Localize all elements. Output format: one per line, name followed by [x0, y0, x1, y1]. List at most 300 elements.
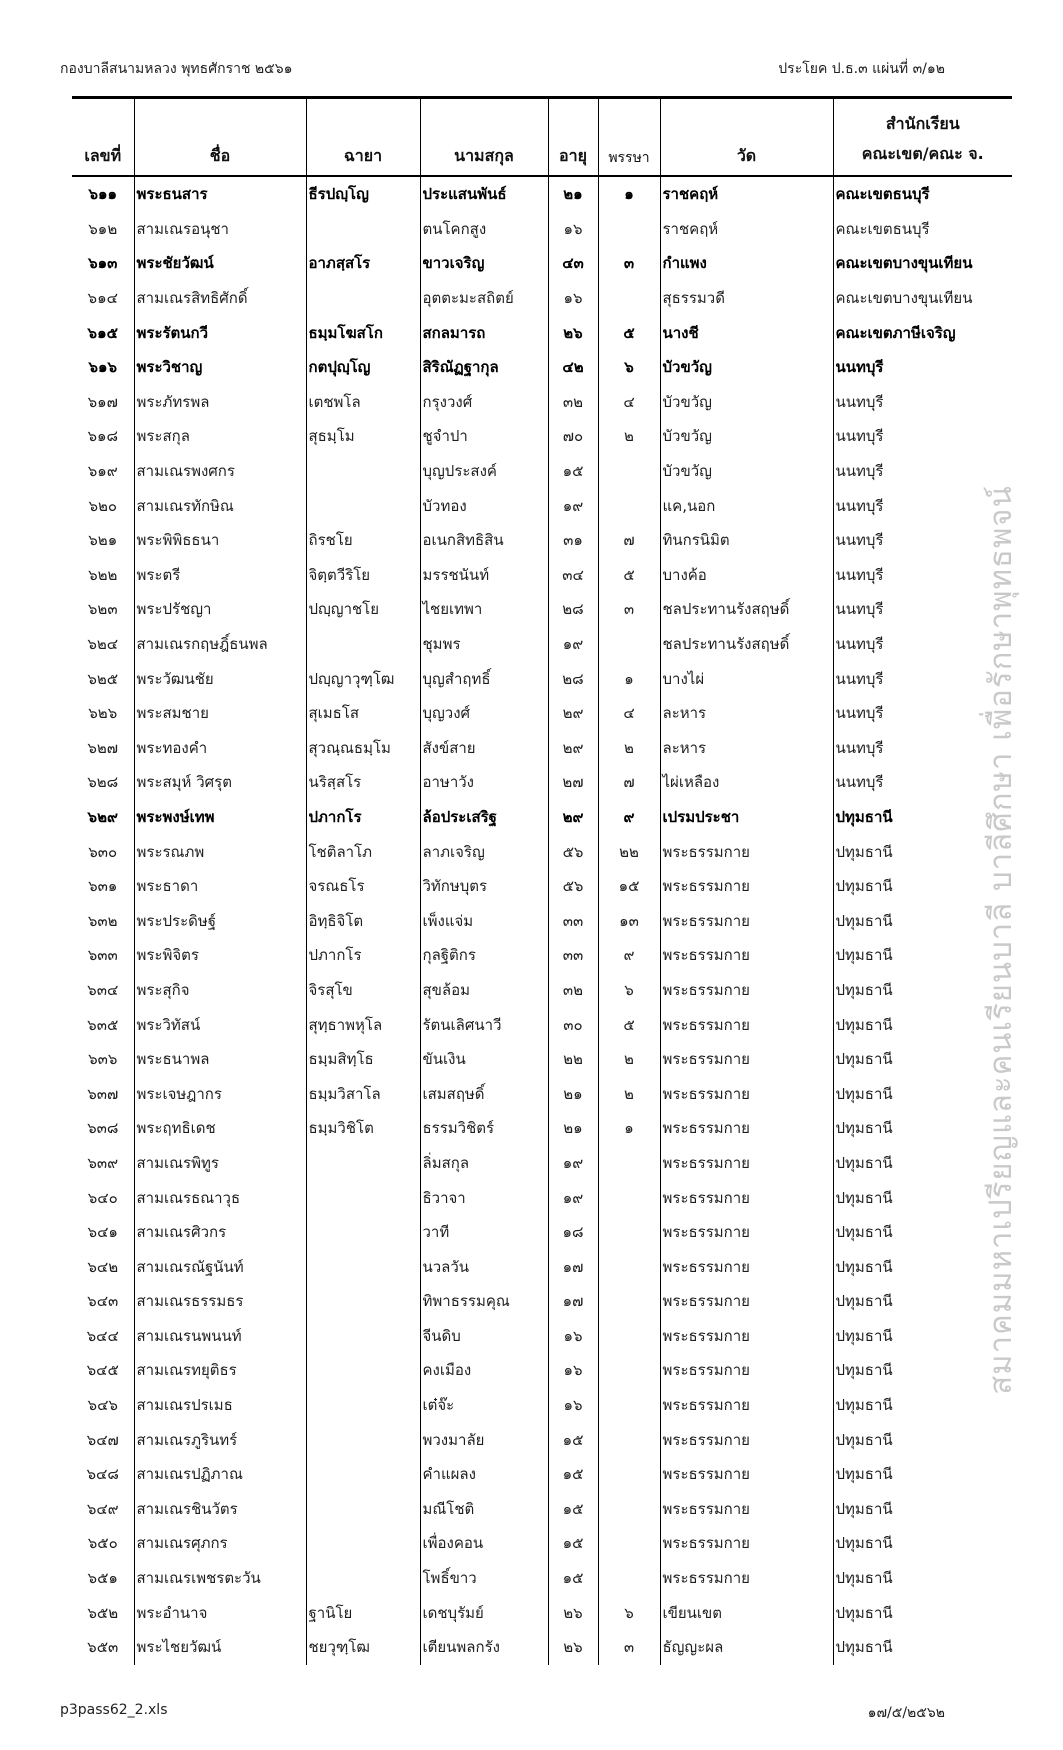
cell-no: ๖๒๖: [88, 704, 118, 723]
cell-wat: ราชคฤห์: [660, 212, 833, 247]
cell-wat: พระธรรมกาย: [660, 903, 833, 938]
table-row: [72, 1111, 1012, 1146]
cell-no: ๖๒๓: [87, 600, 118, 619]
cell-chaya: [306, 1249, 420, 1284]
cell-no: ๖๔๓: [87, 1292, 119, 1311]
cell-name: พระวิทัสน์: [134, 1007, 306, 1042]
cell-surname: เพื่องคอน: [420, 1526, 548, 1561]
cell-surname: เสมสฤษดิ์: [420, 1076, 548, 1111]
cell-age: ๒๘: [548, 661, 598, 696]
cell-name: พระพงษ์เทพ: [134, 800, 306, 835]
cell-chaya: [306, 1492, 420, 1527]
table-row: [72, 834, 1012, 869]
cell-surname: กุลฐิติกร: [420, 938, 548, 973]
cell-surname: ล้อประเสริฐ: [420, 800, 548, 835]
cell-phansa: ๒: [598, 1042, 660, 1077]
cell-school: ปทุมธานี: [833, 1422, 1012, 1457]
cell-phansa: [598, 627, 660, 662]
cell-surname: ขาวเจริญ: [420, 246, 548, 281]
cell-name: สามเณรเพชรตะวัน: [134, 1561, 306, 1596]
cell-surname: สกลมารถ: [420, 315, 548, 350]
cell-wat: บัวขวัญ: [660, 454, 833, 489]
cell-school: คณะเขตธนบุรี: [833, 212, 1012, 247]
cell-school: ปทุมธานี: [833, 1076, 1012, 1111]
cell-school: คณะเขตบางขุนเทียน: [833, 246, 1012, 281]
cell-age: ๒๘: [548, 592, 598, 627]
cell-wat: พระธรรมกาย: [660, 1215, 833, 1250]
cell-no: ๖๑๔: [87, 289, 118, 308]
cell-chaya: ปญฺญาชโย: [306, 592, 420, 627]
cell-wat: ทินกรนิมิต: [660, 523, 833, 558]
table-row: [72, 731, 1012, 766]
cell-wat: บัวขวัญ: [660, 419, 833, 454]
cell-age: ๓๔: [548, 558, 598, 593]
cell-no: ๖๔๕: [86, 1361, 119, 1380]
table-row: [72, 1284, 1012, 1319]
cell-school: นนทบุรี: [833, 627, 1012, 662]
cell-chaya: [306, 627, 420, 662]
cell-no: ๖๔๙: [86, 1499, 119, 1518]
cell-phansa: ๑๓: [598, 903, 660, 938]
cell-no: ๖๒๙: [87, 807, 118, 826]
cell-chaya: [306, 281, 420, 316]
cell-age: ๒๒: [548, 1042, 598, 1077]
cell-wat: ชลประทานรังสฤษดิ์: [660, 627, 833, 662]
cell-surname: เต๋จ๊ะ: [420, 1388, 548, 1423]
cell-no: ๖๒๐: [88, 496, 118, 515]
cell-no: ๖๔๖: [87, 1396, 118, 1415]
cell-school: ปทุมธานี: [833, 834, 1012, 869]
cell-wat: เปรมประชา: [660, 800, 833, 835]
table-row: [72, 419, 1012, 454]
cell-school: ปทุมธานี: [833, 869, 1012, 904]
cell-school: นนทบุรี: [833, 523, 1012, 558]
cell-name: สามเณรนพนนท์: [134, 1319, 306, 1354]
cell-phansa: [598, 1526, 660, 1561]
cell-age: ๕๖: [548, 869, 598, 904]
cell-name: พระตรี: [134, 558, 306, 593]
cell-wat: พระธรรมกาย: [660, 973, 833, 1008]
cell-name: พระสุกิจ: [134, 973, 306, 1008]
cell-surname: จีนดิบ: [420, 1319, 548, 1354]
cell-wat: ชลประทานรังสฤษดิ์: [660, 592, 833, 627]
cell-name: สามเณรปรเมธ: [134, 1388, 306, 1423]
col-header-chaya: ฉายา: [306, 98, 420, 177]
cell-chaya: ชยวุฑฺโฒ: [306, 1630, 420, 1665]
cell-age: ๒๖: [548, 1630, 598, 1665]
cell-age: ๑๕: [548, 1457, 598, 1492]
cell-school: ปทุมธานี: [833, 973, 1012, 1008]
cell-no: ๖๒๑: [88, 531, 118, 550]
cell-age: ๑๙: [548, 1146, 598, 1181]
cell-no: ๖๓๑: [88, 877, 118, 896]
cell-chaya: [306, 1353, 420, 1388]
cell-no: ๖๑๗: [87, 392, 118, 411]
cell-wat: พระธรรมกาย: [660, 869, 833, 904]
table-row: [72, 385, 1012, 420]
table-row: [72, 627, 1012, 662]
cell-age: ๓๓: [548, 903, 598, 938]
table-row: [72, 1319, 1012, 1354]
cell-chaya: โชติลาโภ: [306, 834, 420, 869]
cell-phansa: ๖: [598, 350, 660, 385]
cell-age: ๑๖: [548, 1353, 598, 1388]
cell-surname: เตียนพลกรัง: [420, 1630, 548, 1665]
cell-name: พระภัทรพล: [134, 385, 306, 420]
cell-age: ๑๖: [548, 212, 598, 247]
cell-phansa: [598, 281, 660, 316]
cell-chaya: [306, 1180, 420, 1215]
table-row: [72, 903, 1012, 938]
cell-name: พระชัยวัฒน์: [134, 246, 306, 281]
cell-phansa: [598, 454, 660, 489]
cell-phansa: ๔: [598, 696, 660, 731]
table-row: [72, 1526, 1012, 1561]
cell-age: ๔๓: [548, 246, 598, 281]
cell-no: ๖๕๑: [87, 1569, 118, 1588]
cell-name: พระเจษฎากร: [134, 1076, 306, 1111]
cell-school: นนทบุรี: [833, 661, 1012, 696]
cell-chaya: [306, 488, 420, 523]
table-row: [72, 1353, 1012, 1388]
cell-name: พระประดิษฐ์: [134, 903, 306, 938]
cell-school: นนทบุรี: [833, 350, 1012, 385]
cell-name: สามเณรปฏิภาณ: [134, 1457, 306, 1492]
cell-name: พระธนสาร: [134, 176, 306, 212]
cell-phansa: ๕: [598, 558, 660, 593]
cell-name: สามเณรศุภกร: [134, 1526, 306, 1561]
cell-no: ๖๓๓: [87, 946, 118, 965]
cell-phansa: ๗: [598, 523, 660, 558]
cell-no: ๖๑๕: [87, 323, 118, 342]
cell-chaya: [306, 1284, 420, 1319]
col-header-school-line1: สำนักเรียน: [885, 114, 960, 133]
cell-surname: มรรชนันท์: [420, 558, 548, 593]
cell-wat: กำแพง: [660, 246, 833, 281]
table-row: [72, 1215, 1012, 1250]
cell-surname: วิทักษบุตร: [420, 869, 548, 904]
cell-age: ๑๙: [548, 488, 598, 523]
cell-age: ๓๓: [548, 938, 598, 973]
cell-wat: ละหาร: [660, 731, 833, 766]
cell-no: ๖๓๖: [88, 1050, 118, 1069]
cell-chaya: จิตฺตวีริโย: [306, 558, 420, 593]
table-row: [72, 973, 1012, 1008]
table-row: [72, 869, 1012, 904]
cell-name: สามเณรภูรินทร์: [134, 1422, 306, 1457]
table-row: [72, 350, 1012, 385]
cell-school: ปทุมธานี: [833, 1526, 1012, 1561]
cell-wat: ไผ่เหลือง: [660, 765, 833, 800]
cell-age: ๑๕: [548, 1422, 598, 1457]
cell-age: ๑๗: [548, 1284, 598, 1319]
cell-school: ปทุมธานี: [833, 1319, 1012, 1354]
cell-surname: ทิพาธรรมคุณ: [420, 1284, 548, 1319]
cell-no: ๖๑๑: [88, 185, 118, 204]
cell-age: ๒๗: [548, 765, 598, 800]
table-row: [72, 1042, 1012, 1077]
cell-surname: สุขล้อม: [420, 973, 548, 1008]
cell-phansa: ๑: [598, 661, 660, 696]
cell-school: คณะเขตธนบุรี: [833, 176, 1012, 212]
cell-chaya: ธมฺมสิทฺโธ: [306, 1042, 420, 1077]
cell-name: พระสกุล: [134, 419, 306, 454]
cell-surname: อุตตะมะสถิตย์: [420, 281, 548, 316]
cell-wat: พระธรรมกาย: [660, 1284, 833, 1319]
cell-no: ๖๒๗: [87, 738, 119, 757]
header-title: กองบาลีสนามหลวง พุทธศักราช ๒๕๖๑: [60, 61, 293, 77]
table-row: [72, 696, 1012, 731]
cell-name: พระธาดา: [134, 869, 306, 904]
cell-wat: แค,นอก: [660, 488, 833, 523]
cell-surname: วาที: [420, 1215, 548, 1250]
cell-wat: บางค้อ: [660, 558, 833, 593]
col-header-age: อายุ: [548, 98, 598, 177]
cell-chaya: ฐานิโย: [306, 1595, 420, 1630]
cell-no: ๖๒๒: [88, 565, 118, 584]
col-header-school-line2: คณะเขต/คณะ จ.: [861, 144, 984, 163]
cell-chaya: ธมฺมโฆสโก: [306, 315, 420, 350]
table-row: [72, 765, 1012, 800]
cell-surname: ลิ่มสกุล: [420, 1146, 548, 1181]
cell-name: สามเณรธรรมธร: [134, 1284, 306, 1319]
table-row: [72, 488, 1012, 523]
cell-wat: พระธรรมกาย: [660, 1388, 833, 1423]
cell-chaya: [306, 1561, 420, 1596]
cell-school: นนทบุรี: [833, 488, 1012, 523]
cell-no: ๖๓๕: [87, 1015, 119, 1034]
cell-name: พระรัตนกวี: [134, 315, 306, 350]
cell-age: ๒๖: [548, 315, 598, 350]
cell-name: สามเณรพงศกร: [134, 454, 306, 489]
cell-age: ๒๙: [548, 800, 598, 835]
table-row: [72, 176, 1012, 212]
cell-no: ๖๕๐: [87, 1534, 118, 1553]
cell-school: ปทุมธานี: [833, 938, 1012, 973]
cell-chaya: [306, 454, 420, 489]
cell-school: ปทุมธานี: [833, 1630, 1012, 1665]
table-row: [72, 454, 1012, 489]
table-row: [72, 661, 1012, 696]
cell-name: สามเณรกฤษฎิ์ธนพล: [134, 627, 306, 662]
cell-name: สามเณรทยุติธร: [134, 1353, 306, 1388]
cell-school: คณะเขตบางขุนเทียน: [833, 281, 1012, 316]
cell-age: ๓๒: [548, 385, 598, 420]
cell-phansa: [598, 1249, 660, 1284]
cell-age: ๑๕: [548, 1561, 598, 1596]
cell-no: ๖๑๙: [87, 462, 118, 481]
cell-age: ๑๗: [548, 1249, 598, 1284]
cell-age: ๑๙: [548, 627, 598, 662]
cell-name: สามเณรสิทธิศักดิ์: [134, 281, 306, 316]
cell-age: ๓๐: [548, 1007, 598, 1042]
table-row: [72, 523, 1012, 558]
cell-wat: พระธรรมกาย: [660, 1422, 833, 1457]
cell-surname: สังข์สาย: [420, 731, 548, 766]
cell-wat: พระธรรมกาย: [660, 1249, 833, 1284]
footer-date: ๑๗/๕/๒๕๖๒: [867, 1705, 945, 1721]
cell-chaya: อาภสฺสโร: [306, 246, 420, 281]
cell-surname: ชูจำปา: [420, 419, 548, 454]
cell-name: พระรณภพ: [134, 834, 306, 869]
cell-no: ๖๔๘: [86, 1465, 119, 1484]
cell-wat: สุธรรมวดี: [660, 281, 833, 316]
cell-school: นนทบุรี: [833, 558, 1012, 593]
cell-name: สามเณรชินวัตร: [134, 1492, 306, 1527]
table-row: [72, 281, 1012, 316]
cell-chaya: จิรสุโข: [306, 973, 420, 1008]
cell-chaya: สุเมธโส: [306, 696, 420, 731]
cell-wat: พระธรรมกาย: [660, 1526, 833, 1561]
cell-phansa: ๑๕: [598, 869, 660, 904]
cell-surname: บุญวงศ์: [420, 696, 548, 731]
col-header-wat: วัด: [660, 98, 833, 177]
cell-name: สามเณรพิทูร: [134, 1146, 306, 1181]
table-row: [72, 1422, 1012, 1457]
cell-age: ๑๖: [548, 1388, 598, 1423]
footer-filename: p3pass62_2.xls: [60, 1702, 168, 1718]
table-row: [72, 558, 1012, 593]
cell-school: ปทุมธานี: [833, 1249, 1012, 1284]
cell-surname: ธิวาจา: [420, 1180, 548, 1215]
watermark: สมาคมมหาเปรียญและคนเรียนบาลี บาลีศึกษา เพื่อรักษาพุทธพจน์: [983, 485, 1019, 1395]
cell-surname: ธรรมวิชิตร์: [420, 1111, 548, 1146]
cell-no: ๖๕๒: [87, 1603, 119, 1622]
cell-no: ๖๓๗: [87, 1084, 119, 1103]
cell-chaya: ถิรชโย: [306, 523, 420, 558]
cell-school: ปทุมธานี: [833, 1284, 1012, 1319]
cell-name: พระฤทธิเดช: [134, 1111, 306, 1146]
cell-chaya: เตชพโล: [306, 385, 420, 420]
cell-wat: นางชี: [660, 315, 833, 350]
cell-phansa: [598, 1146, 660, 1181]
table-row: [72, 315, 1012, 350]
cell-surname: ตนโคกสูง: [420, 212, 548, 247]
cell-surname: นวลวัน: [420, 1249, 548, 1284]
table-row: [72, 1388, 1012, 1423]
cell-phansa: ๙: [598, 938, 660, 973]
cell-name: พระพิพิธธนา: [134, 523, 306, 558]
cell-no: ๖๒๘: [87, 773, 119, 792]
cell-chaya: ปภากโร: [306, 800, 420, 835]
cell-surname: กรุงวงศ์: [420, 385, 548, 420]
cell-school: นนทบุรี: [833, 696, 1012, 731]
cell-age: ๒๑: [548, 1111, 598, 1146]
cell-surname: อเนกสิทธิสิน: [420, 523, 548, 558]
cell-no: ๖๕๓: [87, 1638, 119, 1657]
cell-school: ปทุมธานี: [833, 1595, 1012, 1630]
cell-surname: มณีโชติ: [420, 1492, 548, 1527]
table-row: [72, 1180, 1012, 1215]
header-page-info: ประโยค ป.ธ.๓ แผ่นที่ ๓/๑๒: [778, 61, 945, 77]
cell-no: ๖๒๕: [87, 669, 119, 688]
cell-no: ๖๓๔: [87, 980, 119, 999]
cell-chaya: กตปุญฺโญ: [306, 350, 420, 385]
cell-phansa: ๕: [598, 315, 660, 350]
cell-wat: พระธรรมกาย: [660, 1042, 833, 1077]
cell-no: ๖๑๘: [87, 427, 119, 446]
cell-phansa: [598, 1457, 660, 1492]
cell-age: ๒๙: [548, 696, 598, 731]
table-row: [72, 1595, 1012, 1630]
cell-wat: เขียนเขต: [660, 1595, 833, 1630]
cell-surname: เดชบุรัมย์: [420, 1595, 548, 1630]
cell-name: สามเณรธณาวุธ: [134, 1180, 306, 1215]
results-table: [72, 96, 1012, 1665]
table-row: [72, 938, 1012, 973]
cell-school: ปทุมธานี: [833, 1561, 1012, 1596]
cell-surname: คงเมือง: [420, 1353, 548, 1388]
cell-phansa: ๔: [598, 385, 660, 420]
table-row: [72, 1630, 1012, 1665]
cell-no: ๖๔๐: [87, 1188, 118, 1207]
cell-phansa: ๕: [598, 1007, 660, 1042]
cell-chaya: [306, 1146, 420, 1181]
cell-surname: พวงมาลัย: [420, 1422, 548, 1457]
cell-age: ๔๒: [548, 350, 598, 385]
cell-no: ๖๔๑: [87, 1223, 118, 1242]
cell-phansa: ๓: [598, 1630, 660, 1665]
cell-chaya: [306, 1422, 420, 1457]
cell-no: ๖๒๔: [87, 635, 119, 654]
cell-phansa: ๒: [598, 731, 660, 766]
cell-surname: รัตนเลิศนาวี: [420, 1007, 548, 1042]
cell-chaya: อิทฺธิจิโต: [306, 903, 420, 938]
table-row: [72, 1076, 1012, 1111]
cell-wat: พระธรรมกาย: [660, 938, 833, 973]
cell-surname: บุญประสงค์: [420, 454, 548, 489]
cell-wat: พระธรรมกาย: [660, 1319, 833, 1354]
cell-age: ๒๖: [548, 1595, 598, 1630]
col-header-surname: นามสกุล: [420, 98, 548, 177]
cell-school: ปทุมธานี: [833, 1457, 1012, 1492]
cell-surname: คำแผลง: [420, 1457, 548, 1492]
cell-school: ปทุมธานี: [833, 1353, 1012, 1388]
cell-name: พระอำนาจ: [134, 1595, 306, 1630]
cell-surname: สิริณัฏฐากุล: [420, 350, 548, 385]
cell-surname: ลาภเจริญ: [420, 834, 548, 869]
cell-age: ๑๕: [548, 1526, 598, 1561]
cell-name: พระวิชาญ: [134, 350, 306, 385]
table-body: [72, 176, 1012, 1665]
cell-phansa: ๒: [598, 1076, 660, 1111]
cell-chaya: ธมฺมวิสาโล: [306, 1076, 420, 1111]
cell-name: สามเณรณัฐนันท์: [134, 1249, 306, 1284]
cell-no: ๖๑๓: [88, 254, 118, 273]
cell-phansa: ๗: [598, 765, 660, 800]
cell-no: ๖๓๐: [88, 842, 118, 861]
cell-no: ๖๓๘: [87, 1119, 119, 1138]
table-row: [72, 1457, 1012, 1492]
cell-name: พระปรัชญา: [134, 592, 306, 627]
cell-wat: พระธรรมกาย: [660, 834, 833, 869]
cell-surname: เพ็งแจ่ม: [420, 903, 548, 938]
cell-age: ๑๖: [548, 1319, 598, 1354]
cell-age: ๑๕: [548, 454, 598, 489]
cell-school: ปทุมธานี: [833, 1492, 1012, 1527]
cell-wat: บัวขวัญ: [660, 385, 833, 420]
cell-wat: พระธรรมกาย: [660, 1561, 833, 1596]
cell-wat: พระธรรมกาย: [660, 1146, 833, 1181]
col-header-no: เลขที่: [72, 98, 134, 177]
cell-school: ปทุมธานี: [833, 1388, 1012, 1423]
cell-phansa: [598, 488, 660, 523]
table-row: [72, 1249, 1012, 1284]
cell-surname: บุญสำฤทธิ์: [420, 661, 548, 696]
cell-no: ๖๔๒: [87, 1257, 119, 1276]
cell-wat: พระธรรมกาย: [660, 1007, 833, 1042]
cell-name: พระสมชาย: [134, 696, 306, 731]
